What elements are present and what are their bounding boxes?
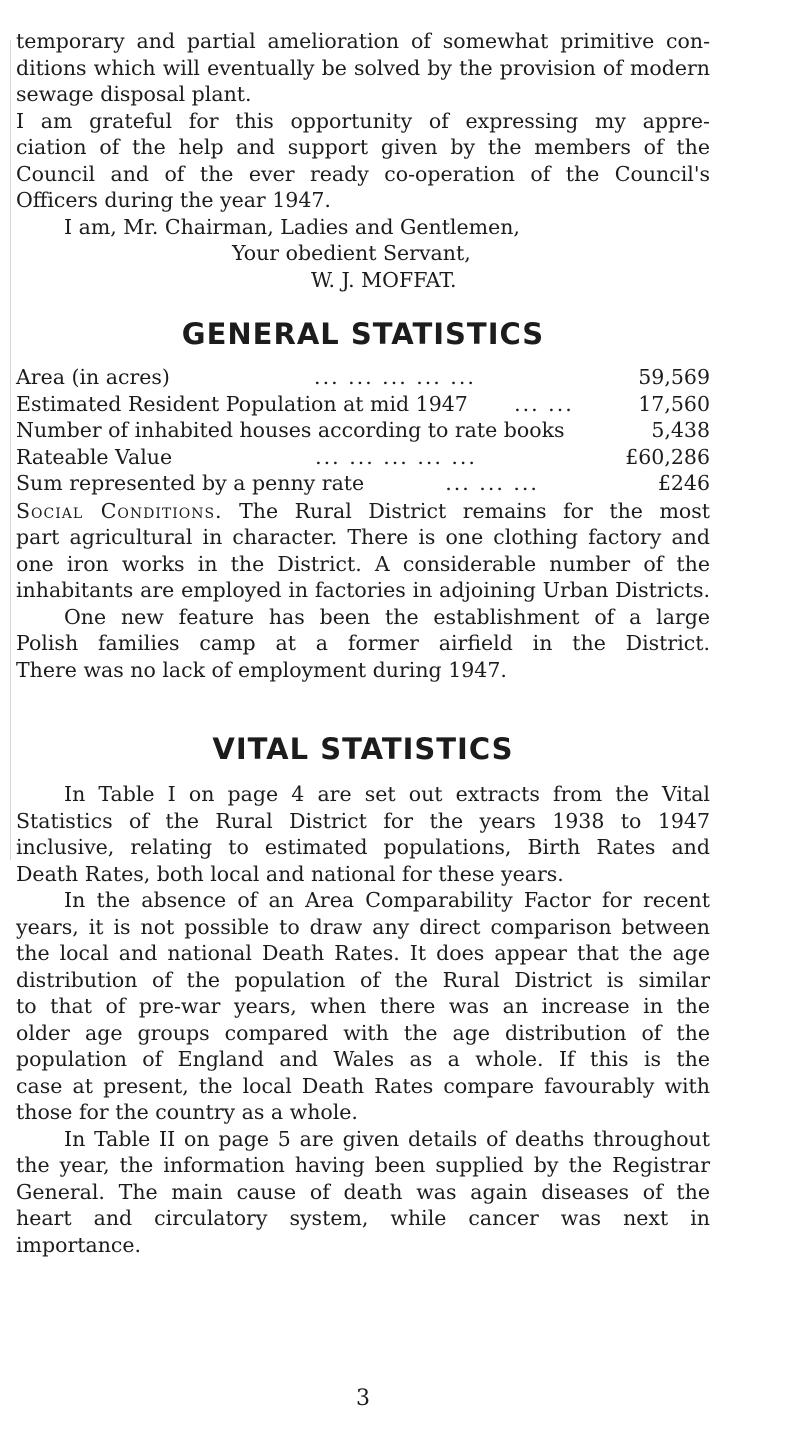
vital-line: case at present, the local Death Rates compare favourably with — [16, 1073, 710, 1098]
stat-label: Estimated Resident Population at mid 1947 — [16, 391, 468, 416]
vital-statistics-heading: VITAL STATISTICS — [212, 732, 514, 766]
gratitude-line: ciation of the help and support given by the members of the — [16, 135, 710, 159]
vital-line: In Table I on page 4 are set out extracts from the Vital — [64, 782, 710, 806]
social-conditions-line: One new feature has been the establishment of a large — [64, 604, 710, 629]
gratitude-line: Council and of the ever ready co-operation of the Council's — [16, 161, 710, 186]
closing-servant: Your obedient Servant, — [232, 241, 471, 265]
social-conditions-line: Polish families camp at a former airfield in the District. — [16, 631, 710, 655]
vital-line: In Table II on page 5 are given details of deaths throughout — [64, 1126, 710, 1151]
stat-row-rateable-value — [16, 444, 710, 471]
general-statistics-heading: GENERAL STATISTICS — [181, 317, 545, 351]
stat-leader-dots: ... ... ... ... ... — [314, 365, 476, 389]
vital-statistics-paragraph-3 — [16, 1126, 710, 1259]
stat-label: Sum represented by a penny rate — [16, 471, 365, 495]
stat-leader-dots: ... ... ... — [445, 471, 539, 495]
closing-salutation: I am, Mr. Chairman, Ladies and Gentlemen, — [64, 214, 520, 239]
social-conditions-line: There was no lack of employment during 1947. — [16, 657, 507, 682]
vital-line: the year, the information having been supplied by the Registrar — [16, 1153, 710, 1177]
gratitude-paragraph — [16, 108, 710, 214]
stat-label: Number of inhabited houses according to rate books — [16, 418, 565, 442]
vital-line: years, it is not possible to draw any direct comparison between — [16, 914, 710, 939]
stat-leader-dots: ... ... ... ... ... — [315, 444, 477, 469]
stat-row-houses — [16, 417, 710, 444]
social-conditions-line: one iron works in the District. A considerable number of the — [16, 551, 710, 576]
vital-line: General. The main cause of death was again diseases of the — [16, 1179, 710, 1204]
vital-line: to that of pre-war years, when there was an increase in the — [16, 994, 710, 1018]
stat-row-population — [16, 391, 710, 418]
stat-value: 17,560 — [638, 391, 710, 416]
gratitude-line: I am grateful for this opportunity of expressing my appre- — [16, 108, 710, 133]
document-page — [16, 0, 788, 1439]
page-number: 3 — [356, 1386, 370, 1411]
vital-statistics-paragraph-2 — [16, 887, 710, 1126]
intro-line: temporary and partial amelioration of somewhat primitive con- — [16, 29, 710, 53]
intro-line: ditions which will eventually be solved by the provision of modern — [16, 55, 710, 80]
social-conditions-line: inhabitants are employed in factories in adjoining Urban Districts. — [16, 578, 710, 602]
stat-leader-dots: ... ... — [514, 391, 574, 416]
vital-statistics-paragraph-1 — [16, 781, 710, 887]
stat-value: £246 — [657, 471, 710, 495]
vital-line: inclusive, relating to estimated populations, Birth Rates and — [16, 835, 710, 859]
stat-label: Area (in acres) — [16, 365, 170, 389]
vital-line: Statistics of the Rural District for the years 1938 to 1947 — [16, 808, 710, 833]
stat-row-penny-rate — [16, 470, 710, 497]
social-conditions-title: Social Conditions. — [16, 498, 223, 523]
vital-line: distribution of the population of the Rural District is similar — [16, 967, 710, 992]
social-conditions-first-line — [16, 498, 710, 525]
vital-line: population of England and Wales as a whole. If this is the — [16, 1047, 710, 1071]
vital-line: Death Rates, both local and national for these years. — [16, 861, 564, 886]
social-conditions-paragraph-2 — [16, 604, 710, 684]
stat-label: Rateable Value — [16, 444, 173, 469]
stat-value: £60,286 — [625, 444, 710, 469]
stat-value: 59,569 — [638, 365, 710, 389]
intro-line: sewage disposal plant. — [16, 82, 252, 106]
vital-line: those for the country as a whole. — [16, 1100, 358, 1124]
stat-value: 5,438 — [651, 418, 710, 442]
stat-row-area — [16, 364, 710, 391]
social-conditions-line: part agricultural in character. There is one clothing factory and — [16, 525, 710, 549]
vital-line: older age groups compared with the age distribution of the — [16, 1020, 710, 1045]
general-statistics-table — [16, 364, 710, 497]
intro-paragraph — [16, 28, 710, 108]
social-conditions-paragraph — [16, 498, 710, 604]
signature: W. J. MOFFAT. — [311, 267, 457, 292]
gratitude-line: Officers during the year 1947. — [16, 188, 331, 212]
vital-line: the local and national Death Rates. It does appear that the age — [16, 941, 710, 965]
vital-line: In the absence of an Area Comparability Factor for recent — [64, 888, 710, 912]
vital-line: heart and circulatory system, while cancer was next in importance. — [16, 1206, 710, 1257]
social-conditions-text: The Rural District remains for the most — [239, 498, 710, 523]
page-gutter-line — [10, 40, 11, 860]
